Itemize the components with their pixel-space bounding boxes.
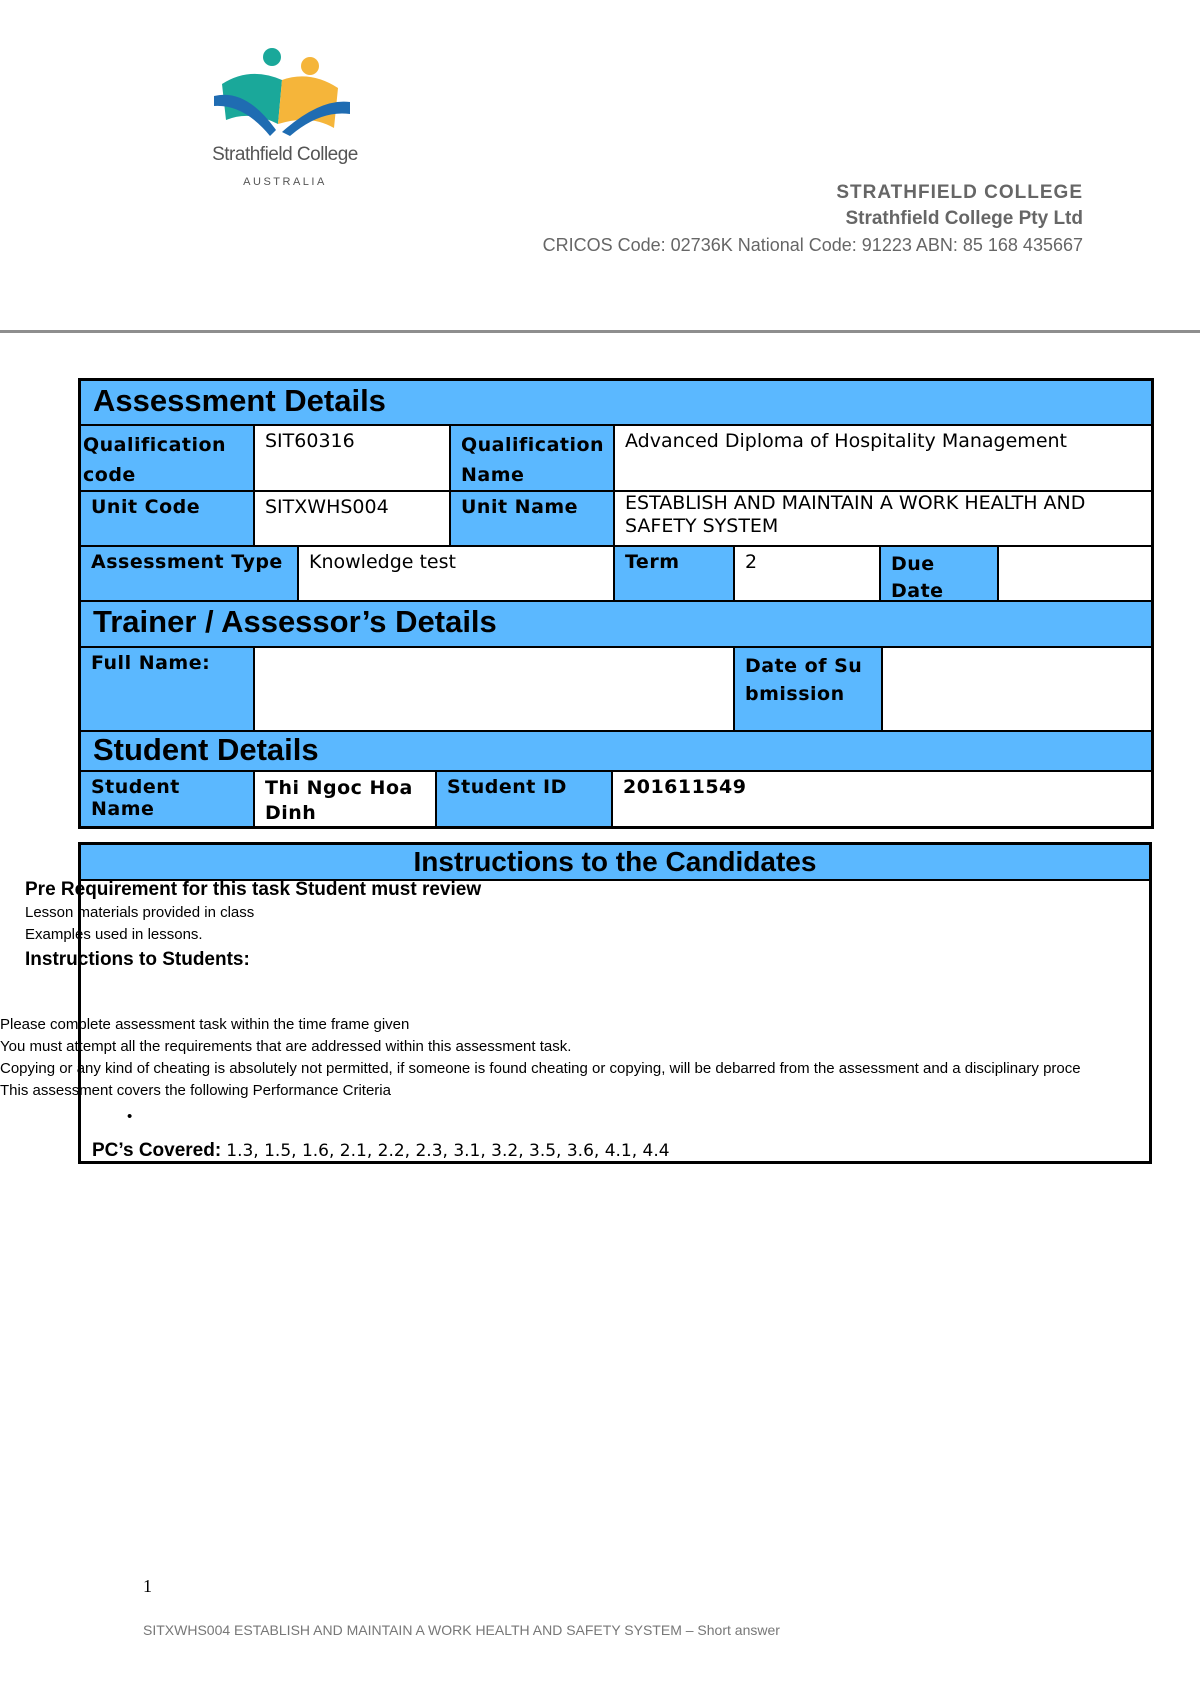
instruction-line: You must attempt all the requirements that are addressed within this assessment task. — [0, 1038, 572, 1055]
prerequisite-item: Lesson materials provided in class — [25, 904, 255, 921]
student-id-value: 201611549 — [613, 772, 1151, 826]
qualification-name-value: Advanced Diploma of Hospitality Management — [615, 426, 1151, 490]
student-details-header — [81, 732, 1151, 772]
unit-code-value: SITXWHS004 — [255, 492, 451, 545]
student-id-label: Student ID — [437, 772, 613, 826]
due-date-value[interactable] — [999, 547, 1151, 600]
assessment-type-row — [81, 547, 1151, 602]
due-date-label: Due Date — [881, 547, 999, 600]
assessment-type-value: Knowledge test — [299, 547, 615, 600]
unit-code-label: Unit Code — [81, 492, 255, 545]
instruction-line: This assessment covers the following Performance Criteria — [0, 1082, 391, 1099]
trainer-details-header — [81, 602, 1151, 648]
qualification-row — [81, 426, 1151, 492]
instructions-to-students-heading: Instructions to Students: — [25, 949, 250, 970]
page-number: 1 — [143, 1576, 152, 1596]
term-value: 2 — [735, 547, 881, 600]
full-name-label: Full Name: — [81, 648, 255, 730]
unit-name-value: ESTABLISH AND MAINTAIN A WORK HEALTH AND SAFETY SYSTEM — [615, 492, 1151, 545]
assessment-details-header — [81, 381, 1151, 426]
term-label: Term — [615, 547, 735, 600]
footer-text: SITXWHS004 ESTABLISH AND MAINTAIN A WORK HEALTH AND SAFETY SYSTEM – Short answer — [143, 1622, 780, 1638]
student-name-value: Thi Ngoc Hoa Dinh — [255, 772, 437, 826]
instruction-line: Copying or any kind of cheating is absolutely not permitted, if someone is found cheating or copying, will be debarred from the assessment and a disciplinary proce — [0, 1060, 1081, 1077]
bullet-point: • — [127, 1108, 133, 1125]
logo-name: Strathfield College — [212, 144, 358, 165]
pcs-covered — [92, 1140, 670, 1162]
trainer-row — [81, 648, 1151, 732]
unit-name-label: Unit Name — [451, 492, 615, 545]
college-header — [543, 180, 1083, 258]
qualification-name-label: Qualification Name — [451, 426, 615, 490]
company-name: Strathfield College Pty Ltd — [845, 208, 1083, 229]
college-name: STRATHFIELD COLLEGE — [836, 182, 1083, 203]
student-row — [81, 772, 1151, 826]
logo-country: AUSTRALIA — [243, 176, 327, 188]
qualification-code-label: Qualification code — [81, 426, 255, 490]
date-of-submission-value[interactable] — [883, 648, 1151, 730]
pcs-covered-label: PC’s Covered: — [92, 1140, 222, 1161]
qualification-code-value: SIT60316 — [255, 426, 451, 490]
instructions-title: Instructions to the Candidates — [81, 845, 1149, 881]
prerequisite-heading: Pre Requirement for this task Student must review — [25, 879, 482, 900]
registration-codes: CRICOS Code: 02736K National Code: 91223 ABN: 85 168 435667 — [542, 235, 1083, 255]
date-of-submission-label: Date of Submission — [735, 648, 883, 730]
pcs-covered-values: 1.3, 1.5, 1.6, 2.1, 2.2, 2.3, 3.1, 3.2, 3.5, 3.6, 4.1, 4.4 — [226, 1141, 670, 1161]
unit-row — [81, 492, 1151, 547]
assessment-details-title: Assessment Details — [93, 383, 386, 418]
trainer-details-title: Trainer / Assessor’s Details — [93, 604, 497, 639]
assessment-type-label: Assessment Type — [81, 547, 299, 600]
logo-emblem — [210, 44, 360, 142]
student-name-label: Student Name — [81, 772, 255, 826]
header-divider — [0, 330, 1200, 333]
instruction-line: Please complete assessment task within the time frame given — [0, 1016, 410, 1033]
prerequisite-item: Examples used in lessons. — [25, 926, 203, 943]
college-logo — [210, 44, 360, 194]
full-name-value[interactable] — [255, 648, 735, 730]
details-table — [78, 378, 1154, 829]
student-details-title: Student Details — [93, 732, 319, 767]
